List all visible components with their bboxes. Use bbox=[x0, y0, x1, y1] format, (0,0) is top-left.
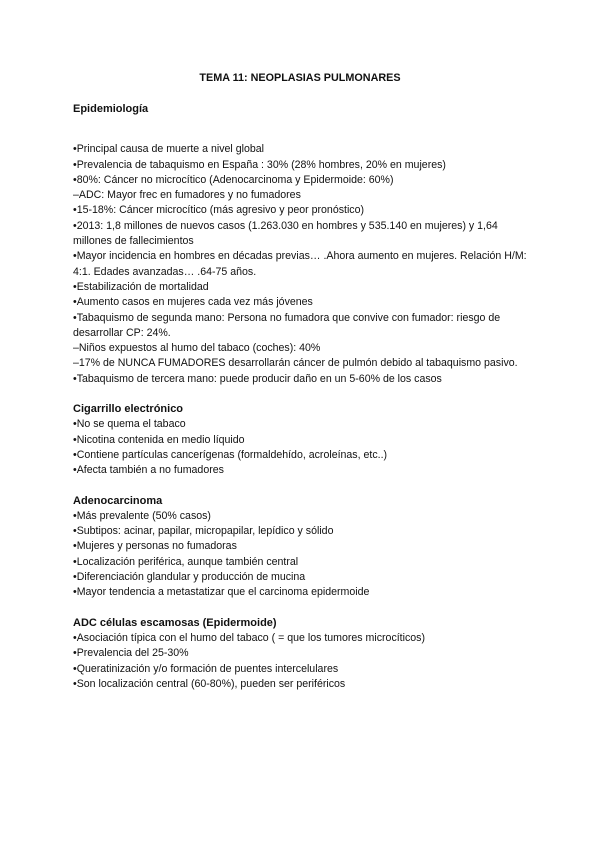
list-item: •Aumento casos en mujeres cada vez más jóvenes bbox=[73, 296, 313, 309]
list-item: •Nicotina contenida en medio líquido bbox=[73, 433, 245, 446]
list-item: •Afecta también a no fumadores bbox=[73, 464, 224, 477]
list-item: –17% de NUNCA FUMADORES desarrollarán cáncer de pulmón debido al tabaquismo pasivo. bbox=[73, 357, 518, 370]
list-item: •Contiene partículas cancerígenas (formaldehído, acroleínas, etc..) bbox=[73, 448, 388, 461]
list-item: •Mayor tendencia a metastatizar que el carcinoma epidermoide bbox=[73, 586, 370, 599]
list-item: •80%: Cáncer no microcítico (Adenocarcinoma y Epidermoide: 60%) bbox=[73, 173, 394, 186]
section-list-cigarrillo bbox=[73, 417, 533, 478]
list-item: •Prevalencia del 25-30% bbox=[73, 647, 189, 660]
list-item: •Diferenciación glandular y producción de mucina bbox=[73, 571, 306, 584]
list-item: •Estabilización de mortalidad bbox=[73, 280, 209, 293]
list-item: •Prevalencia de tabaquismo en España : 30% (28% hombres, 20% en mujeres) bbox=[73, 158, 446, 171]
list-item: •Son localización central (60-80%), pueden ser periféricos bbox=[73, 677, 346, 690]
list-item: •Mujeres y personas no fumadoras bbox=[73, 540, 237, 553]
document-body bbox=[73, 102, 533, 692]
list-item: •Queratinización y/o formación de puentes intercelulares bbox=[73, 662, 339, 675]
list-item: •Principal causa de muerte a nivel global bbox=[73, 143, 264, 156]
list-item: •Tabaquismo de tercera mano: puede producir daño en un 5-60% de los casos bbox=[73, 372, 442, 385]
list-item: –ADC: Mayor frec en fumadores y no fumadores bbox=[73, 189, 301, 202]
page-title: TEMA 11: NEOPLASIAS PULMONARES bbox=[199, 72, 401, 84]
list-item: •Más prevalente (50% casos) bbox=[73, 509, 211, 522]
section-list-epidemiologia bbox=[73, 142, 533, 387]
list-item: •2013: 1,8 millones de nuevos casos (1.263.030 en hombres y 535.140 en mujeres) y 1,64 millones de fallecimientos bbox=[73, 219, 498, 248]
section-heading-escamosas: ADC células escamosas (Epidermoide) bbox=[73, 616, 277, 629]
list-item: •Mayor incidencia en hombres en décadas previas… .Ahora aumento en mujeres. Relación H/M: 4:1. Edades avanzadas… .64-75 años. bbox=[73, 250, 527, 278]
list-item: •15-18%: Cáncer microcítico (más agresivo y peor pronóstico) bbox=[73, 204, 365, 217]
list-item: •No se quema el tabaco bbox=[73, 418, 186, 431]
section-heading-cigarrillo: Cigarrillo electrónico bbox=[73, 403, 184, 416]
list-item: •Subtipos: acinar, papilar, micropapilar, lepídico y sólido bbox=[73, 525, 334, 538]
section-heading-adenocarcinoma: Adenocarcinoma bbox=[73, 494, 163, 507]
list-item: •Localización periférica, aunque también central bbox=[73, 555, 299, 568]
section-heading-epidemiologia: Epidemiología bbox=[73, 103, 149, 115]
section-list-adenocarcinoma bbox=[73, 509, 533, 601]
list-item: •Asociación típica con el humo del tabaco ( = que los tumores microcíticos) bbox=[73, 631, 425, 644]
section-list-escamosas bbox=[73, 631, 533, 692]
list-item: •Tabaquismo de segunda mano: Persona no fumadora que convive con fumador: riesgo de desarrollar CP: 24%. bbox=[73, 311, 501, 339]
list-item: –Niños expuestos al humo del tabaco (coches): 40% bbox=[73, 342, 321, 355]
